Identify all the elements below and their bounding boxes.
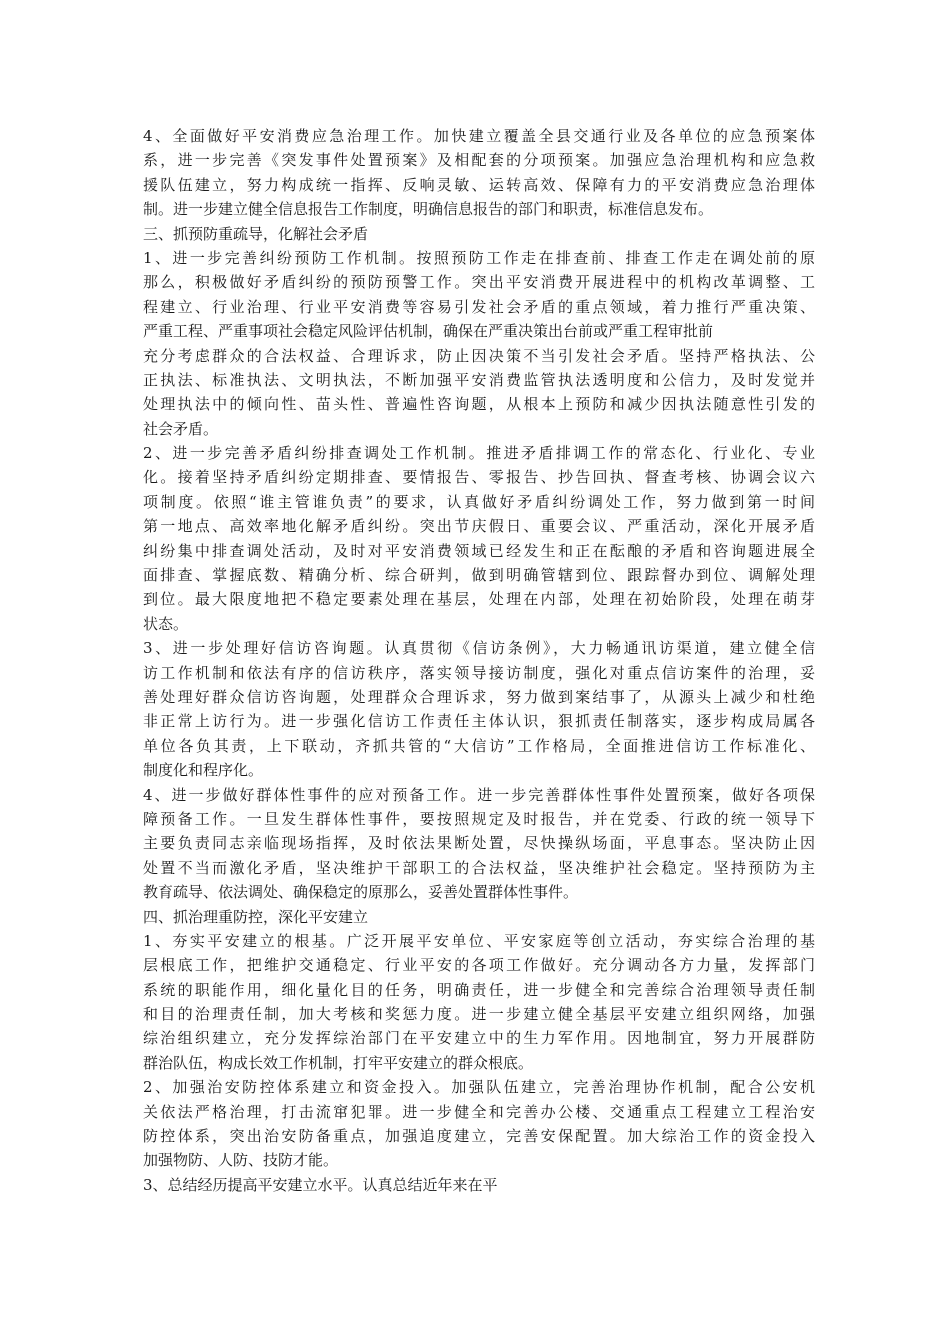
text-line: 访工作机制和依法有序的信访秩序，落实领导接访制度，强化对重点信访案件的治理，妥 <box>143 663 815 682</box>
text-line: 加强物防、人防、技防才能。 <box>143 1151 339 1170</box>
text-line: 那么，积极做好矛盾纠纷的预防预警工作。突出平安消费开展进程中的机构改革调整、工 <box>143 273 815 292</box>
text-line: 和目的治理责任制，加大考核和奖惩力度。进一步建立健全基层平安建立组织网络，加强 <box>143 1005 815 1024</box>
text-line: 系，进一步完善《突发事件处置预案》及相配套的分项预案。加强应急治理机构和应急救 <box>143 151 815 170</box>
text-line: 社会矛盾。 <box>143 419 219 438</box>
text-line: 援队伍建立，努力构成统一指挥、反响灵敏、运转高效、保障有力的平安消费应急治理体 <box>143 175 815 194</box>
text-line: 系统的职能作用，细化量化目的任务，明确责任，进一步健全和完善综合治理领导责任制 <box>143 980 815 999</box>
text-line: 处置不当而激化矛盾，坚决维护干部职工的合法权益，坚决维护社会稳定。坚持预防为主 <box>143 858 815 877</box>
text-line: 面排查、掌握底数、精确分析、综合研判，做到明确管辖到位、跟踪督办到位、调解处理 <box>143 566 815 585</box>
text-line: 非正常上访行为。进一步强化信访工作责任主体认识，狠抓责任制落实，逐步构成局属各 <box>143 712 815 731</box>
text-line: 第一地点、高效率地化解矛盾纠纷。突出节庆假日、重要会议、严重活动，深化开展矛盾 <box>143 517 815 536</box>
text-line: 群治队伍，构成长效工作机制，打牢平安建立的群众根底。 <box>143 1053 534 1072</box>
text-line: 4、全面做好平安消费应急治理工作。加快建立覆盖全县交通行业及各单位的应急预案体 <box>143 127 815 145</box>
text-line: 关依法严格治理，打击流窜犯罪。进一步健全和完善办公楼、交通重点工程建立工程治安 <box>143 1102 815 1121</box>
text-line: 1、进一步完善纠纷预防工作机制。按照预防工作走在排查前、排查工作走在调处前的原 <box>143 248 815 267</box>
text-line: 单位各负其责，上下联动，齐抓共管的“大信访”工作格局，全面推进信访工作标准化、 <box>143 736 815 755</box>
text-line: 障预备工作。一旦发生群体性事件，要按照规定及时报告，并在党委、行政的统一领导下 <box>143 809 815 828</box>
text-line: 主要负责同志亲临现场指挥，及时依法果断处置，尽快操纵场面，平息事态。坚决防止因 <box>143 834 815 853</box>
text-line: 四、抓治理重防控，深化平安建立 <box>143 907 369 926</box>
text-line: 纠纷集中排查调处活动，及时对平安消费领域已经发生和正在酝酿的矛盾和咨询题进展全 <box>143 541 815 560</box>
text-line: 4、进一步做好群体性事件的应对预备工作。进一步完善群体性事件处置预案，做好各项保 <box>143 785 815 804</box>
text-line: 综治组织建立，充分发挥综治部门在平安建立中的生力军作用。因地制宜，努力开展群防 <box>143 1029 815 1048</box>
text-line: 制。进一步建立健全信息报告工作制度，明确信息报告的部门和职责，标准信息发布。 <box>143 200 714 219</box>
text-line: 程建立、行业治理、行业平安消费等容易引发社会矛盾的重点领域，着力推行严重决策、 <box>143 297 815 316</box>
text-line: 防控体系，突出治安防备重点，加强追度建立，完善安保配置。加大综治工作的资金投入 <box>143 1127 815 1146</box>
text-line: 正执法、标准执法、文明执法，不断加强平安消费监管执法透明度和公信力，及时发觉并 <box>143 370 815 389</box>
text-line: 教育疏导、依法调处、确保稳定的原那么，妥善处置群体性事件。 <box>143 883 579 902</box>
text-line: 制度化和程序化。 <box>143 761 264 780</box>
text-line: 项制度。依照“谁主管谁负责”的要求，认真做好矛盾纠纷调处工作，努力做到第一时间 <box>143 492 815 511</box>
text-line: 3、进一步处理好信访咨询题。认真贯彻《信访条例》，大力畅通讯访渠道，建立健全信 <box>143 639 815 658</box>
text-line: 3、总结经历提高平安建立水平。认真总结近年来在平 <box>143 1175 498 1194</box>
text-line: 善处理好群众信访咨询题，处理群众合理诉求，努力做到案结事了，从源头上减少和杜绝 <box>143 687 815 706</box>
text-line: 状态。 <box>143 614 189 633</box>
text-line: 三、抓预防重疏导，化解社会矛盾 <box>143 224 369 243</box>
text-line: 1、夯实平安建立的根基。广泛开展平安单位、平安家庭等创立活动，夯实综合治理的基 <box>143 931 815 950</box>
text-line: 2、加强治安防控体系建立和资金投入。加强队伍建立，完善治理协作机制，配合公安机 <box>143 1078 815 1097</box>
text-line: 严重工程、严重事项社会稳定风险评估机制，确保在严重决策出台前或严重工程审批前 <box>143 322 714 341</box>
text-line: 层根底工作，把维护交通稳定、行业平安的各项工作做好。充分调动各方力量，发挥部门 <box>143 956 815 975</box>
text-line: 到位。最大限度地把不稳定要素处理在基层，处理在内部，处理在初始阶段，处理在萌芽 <box>143 590 815 609</box>
text-line: 处理执法中的倾向性、苗头性、普遍性咨询题，从根本上预防和减少因执法随意性引发的 <box>143 395 815 414</box>
text-line: 2、进一步完善矛盾纠纷排查调处工作机制。推进矛盾排调工作的常态化、行业化、专业 <box>143 444 815 463</box>
document-page <box>143 124 815 1197</box>
text-line: 充分考虑群众的合法权益、合理诉求，防止因决策不当引发社会矛盾。坚持严格执法、公 <box>143 346 815 365</box>
text-line: 化。接着坚持矛盾纠纷定期排查、要情报告、零报告、抄告回执、督查考核、协调会议六 <box>143 468 815 487</box>
